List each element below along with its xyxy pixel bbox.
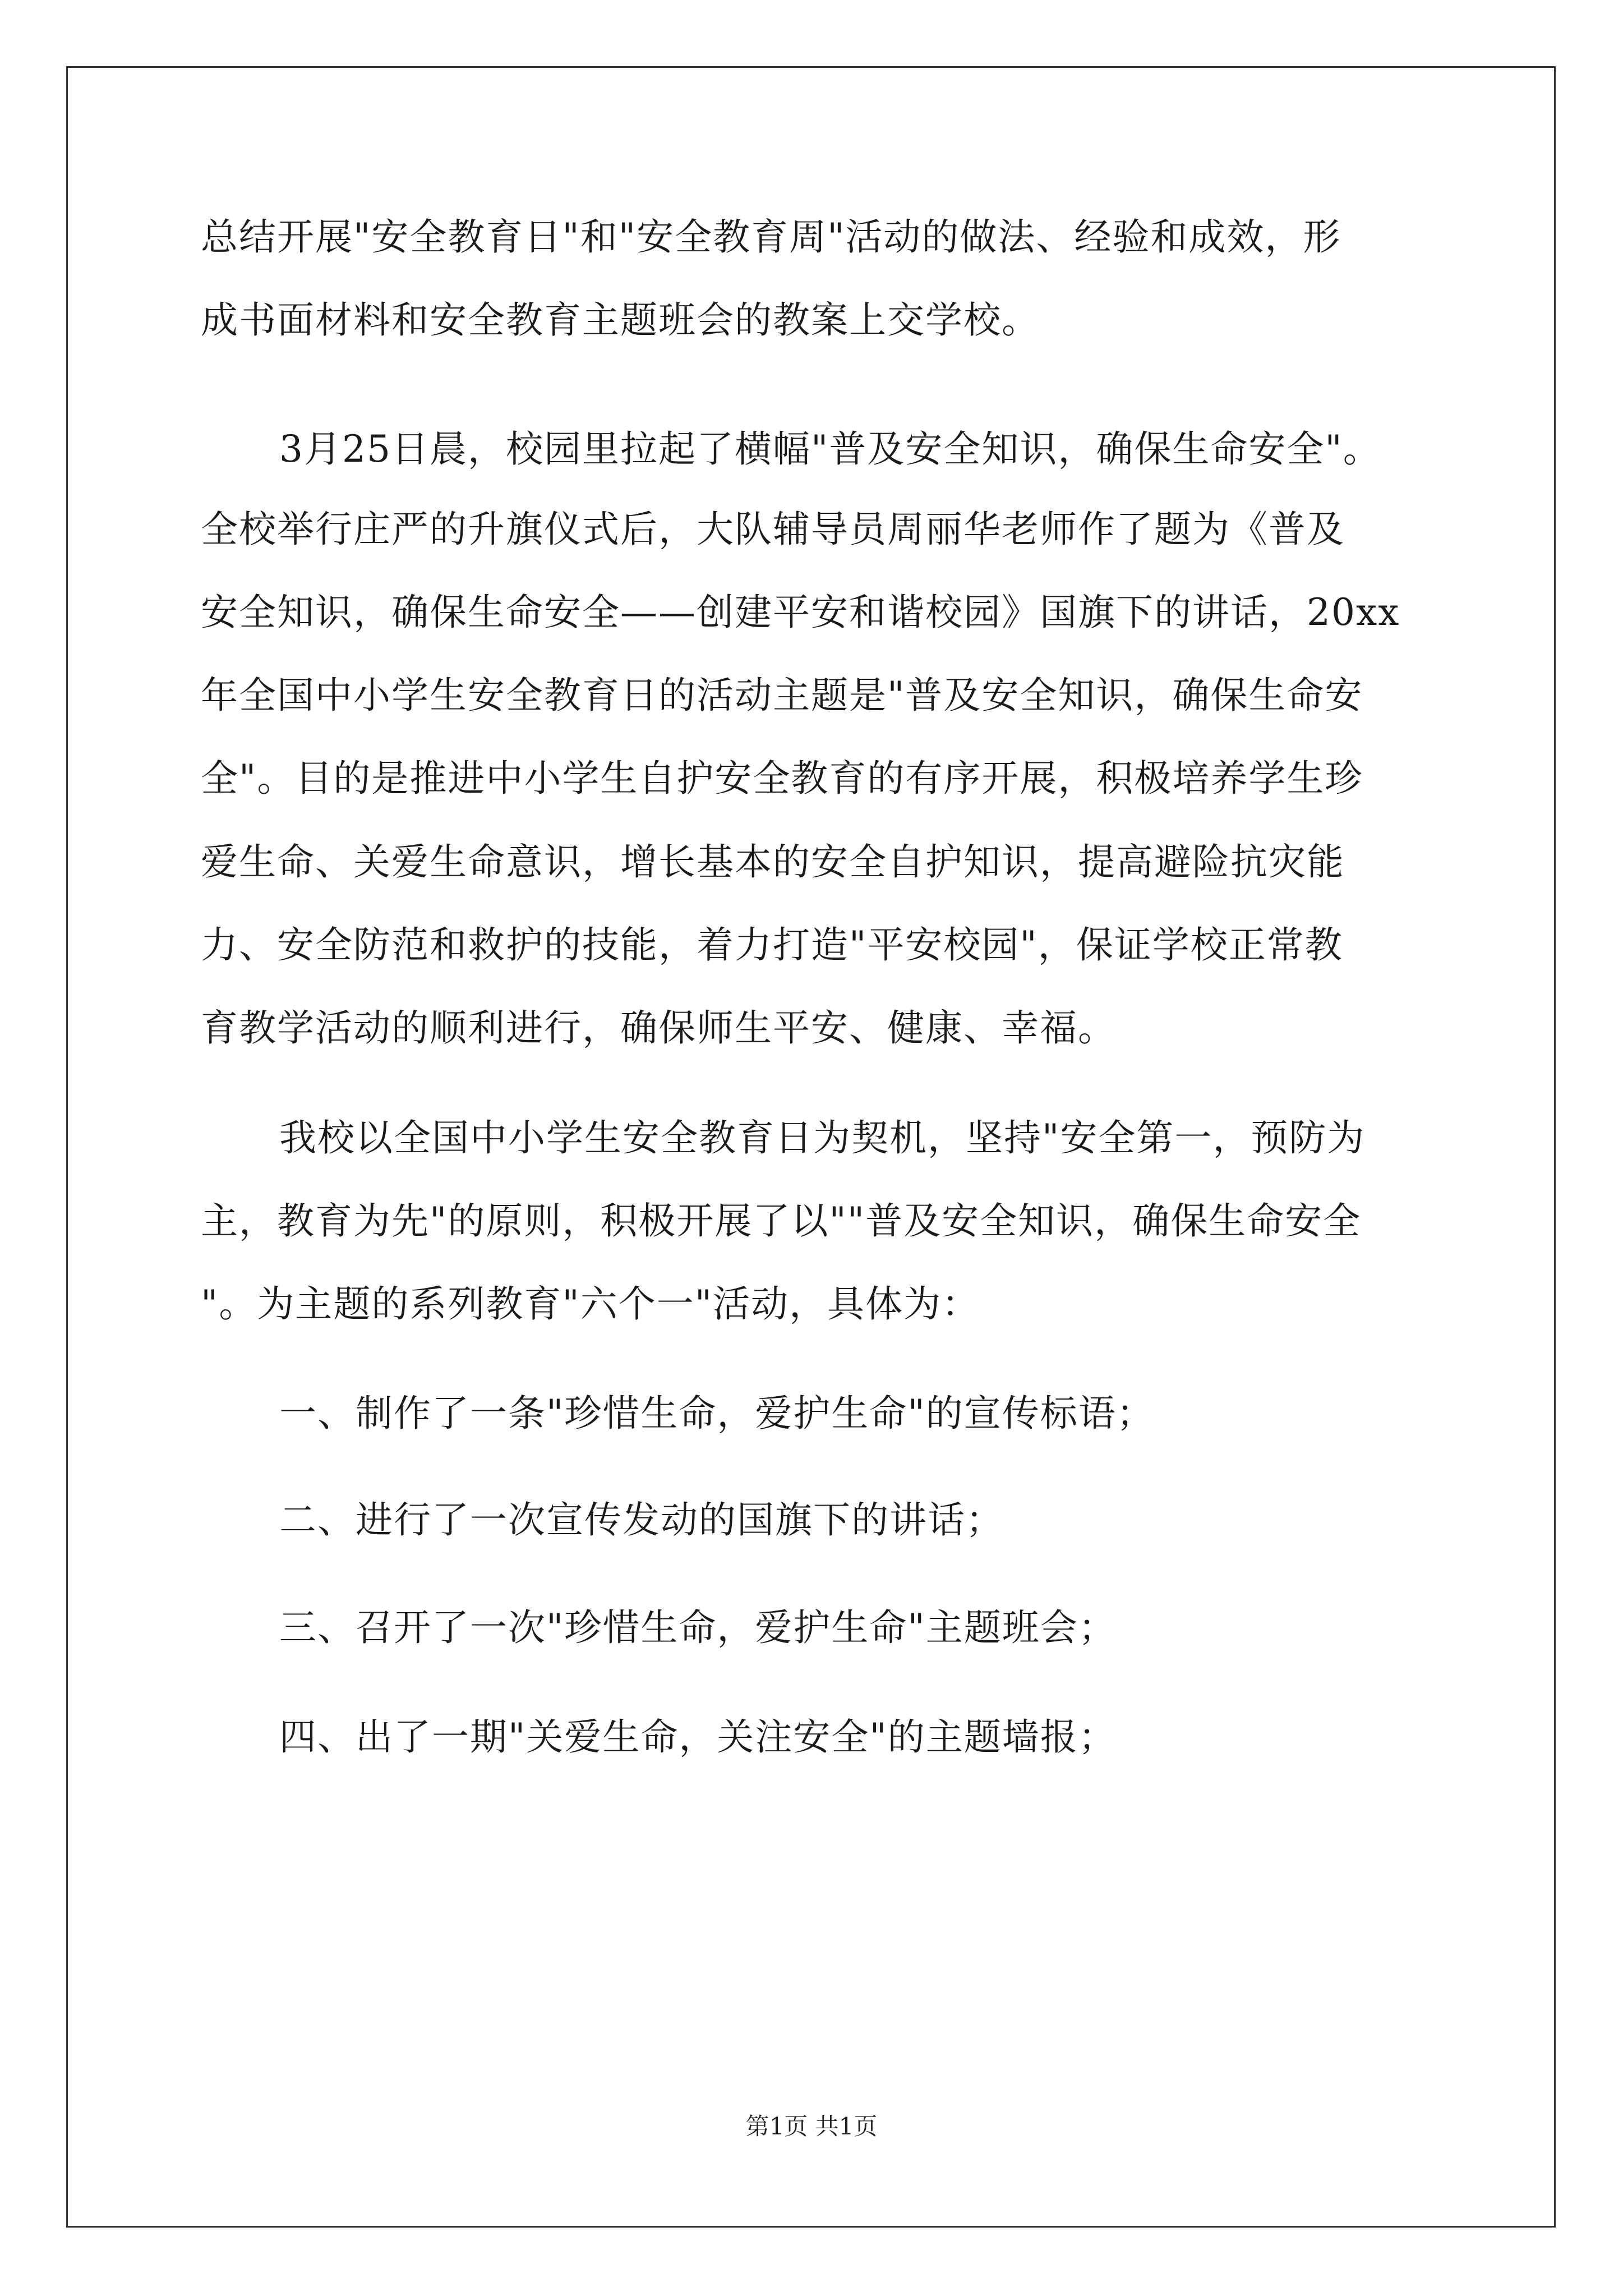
text-line: 四、出了一期"关爱生命，关注安全"的主题墙报； xyxy=(279,1715,1117,1759)
text-line: 主，教育为先"的原则，积极开展了以""普及安全知识，确保生命安全 xyxy=(201,1199,1362,1243)
text-line: 二、进行了一次宣传发动的国旗下的讲话； xyxy=(279,1498,1004,1542)
text-line: 我校以全国中小学生安全教育日为契机，坚持"安全第一，预防为 xyxy=(279,1116,1366,1159)
text-line: 成书面材料和安全教育主题班会的教案上交学校。 xyxy=(201,298,1040,342)
text-line: 全"。目的是推进中小学生自护安全教育的有序开展，积极培养学生珍 xyxy=(201,757,1363,800)
text-line: 力、安全防范和救护的技能，着力打造"平安校园"，保证学校正常教 xyxy=(201,923,1343,967)
text-line: 一、制作了一条"珍惜生命，爱护生命"的宣传标语； xyxy=(279,1392,1155,1435)
text-line: 全校举行庄严的升旗仪式后，大队辅导员周丽华老师作了题为《普及 xyxy=(201,508,1345,551)
text-line: 年全国中小学生安全教育日的活动主题是"普及安全知识，确保生命安 xyxy=(201,674,1363,717)
text-line: 总结开展"安全教育日"和"安全教育周"活动的做法、经验和成效，形 xyxy=(201,215,1341,259)
text-line: 三、召开了一次"珍惜生命，爱护生命"主题班会； xyxy=(279,1606,1117,1649)
text-line: "。为主题的系列教育"六个一"活动，具体为： xyxy=(201,1282,980,1326)
text-line: 安全知识，确保生命安全——创建平安和谐校园》国旗下的讲话，20xx xyxy=(201,591,1400,634)
page-number: 第1页 共1页 xyxy=(745,2113,878,2140)
text-line: 育教学活动的顺利进行，确保师生平安、健康、幸福。 xyxy=(201,1006,1116,1050)
text-line: 爱生命、关爱生命意识，增长基本的安全自护知识，提高避险抗灾能 xyxy=(201,840,1345,884)
text-line: 3月25日晨，校园里拉起了横幅"普及安全知识，确保生命安全"。 xyxy=(279,427,1381,471)
